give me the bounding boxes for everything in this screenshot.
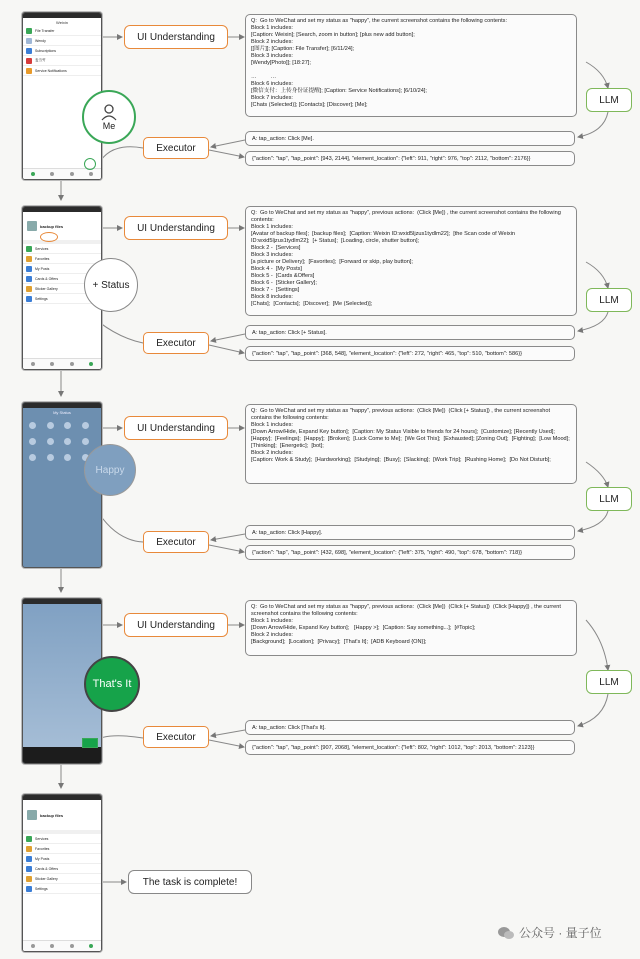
profile-name: backup files bbox=[40, 223, 64, 229]
answer-box: A: tap_action: Click [Happy]. bbox=[245, 525, 575, 540]
chat-row: Wendy bbox=[23, 36, 101, 46]
status-option bbox=[29, 422, 36, 429]
zoom-me-callout bbox=[82, 90, 136, 144]
chat-row: Service Notifications bbox=[23, 66, 101, 76]
person-icon bbox=[100, 103, 118, 121]
wechat-icon bbox=[498, 926, 514, 940]
executor-box: Executor bbox=[143, 726, 209, 748]
query-box: Q: Go to WeChat and set my status as "happy", previous actions: (Click [Me]) (Click [+ Status]) (Click [Happy]) , the current screenshot contains the following contents: Block 1 includes: [Down Arrow/Hide, Expand Key button]; [Happy >]; [Caption: Say something...]; [#Topic]; Block 2 includes: [Background]; [Location]; [Privacy]; [That's It]; [ADB Keyboard {ON}]; bbox=[245, 600, 577, 656]
zoom-happy-label: Happy bbox=[95, 464, 125, 476]
status-option bbox=[64, 438, 71, 445]
executor-box: Executor bbox=[143, 137, 209, 159]
menu-row: Sticker Gallery bbox=[23, 284, 101, 294]
zoom-status-callout bbox=[84, 258, 138, 312]
phone-title: My Status bbox=[53, 409, 71, 415]
status-option bbox=[82, 438, 89, 445]
executor-box: Executor bbox=[143, 332, 209, 354]
menu-row: Cards & Offers bbox=[23, 864, 101, 874]
query-box: Q: Go to WeChat and set my status as "happy", previous actions: (Click [Me]) (Click [+ Status]) , the current screenshot contains the following contents: Block 1 includes: [Down Arrow/Hide, Expand Key button]; [Caption: My Status Visible to friends for 24 hours]; [Customize]; [Recently Used]; [Happy]; [Feelings]; [Happy]; [Broken]; [Luck Come to Me]; [We Got This]; [Exhausted]; [Zoning Out]; [Fighting]; [Low Mood]; [Thinking]; [Energetic]; [bot]; Block 2 includes: [Caption: Work & Study]; [Hardworking]; [Studying]; [Busy]; [Slacking]; [Work Trip]; [Rushing Home]; [Do Not Disturb]; bbox=[245, 404, 577, 484]
tap-target-me bbox=[84, 158, 96, 170]
action-json-box: {"action": "tap", "tap_point": [907, 2068], "element_location": {"left": 802, "right": 1012, "top": 2013, "bottom": 2123}} bbox=[245, 740, 575, 755]
action-json-box: {"action": "tap", "tap_point": [432, 698], "element_location": {"left": 375, "right": 490, "top": 678, "bottom": 718}} bbox=[245, 545, 575, 560]
status-option bbox=[47, 438, 54, 445]
query-box: Q: Go to WeChat and set my status as "happy", the current screenshot contains the following contents: Block 1 includes: [Caption: Weixin]; [Search, zoom in button]; [plus new add button]; Block 2 includes: [[图片]]; [Caption: File Transfer]; [6/11/24]; Block 3 includes: [Wendy[Photo]]; [18:27]; … … Block 6 includes: [微信支付：上传身份证提醒]; [Caption: Service Notifications]; [6/10/24]; Block 7 includes: [Chats (Selected)]; [Contacts]; [Discover]; [Me]; bbox=[245, 14, 577, 117]
status-option bbox=[47, 422, 54, 429]
zoom-happy-callout bbox=[84, 444, 136, 496]
status-option bbox=[64, 454, 71, 461]
profile-name: backup files bbox=[40, 812, 64, 818]
bottom-nav bbox=[23, 940, 101, 951]
menu-row: Settings bbox=[23, 294, 101, 304]
llm-box: LLM bbox=[586, 670, 632, 694]
chat-row: Subscriptions bbox=[23, 46, 101, 56]
ui-understanding-box: UI Understanding bbox=[124, 613, 228, 637]
chat-row: 麦当劳 bbox=[23, 56, 101, 66]
status-option bbox=[29, 454, 36, 461]
menu-row: My Posts bbox=[23, 264, 101, 274]
zoom-thats-it-label: That's It bbox=[92, 678, 132, 690]
llm-box: LLM bbox=[586, 88, 632, 112]
menu-row: Services bbox=[23, 834, 101, 844]
menu-row: Sticker Gallery bbox=[23, 874, 101, 884]
zoom-me-label: Me bbox=[102, 121, 116, 131]
status-option bbox=[29, 438, 36, 445]
action-json-box: {"action": "tap", "tap_point": [368, 548], "element_location": {"left": 272, "right": 465, "top": 510, "bottom": 586}} bbox=[245, 346, 575, 361]
query-box: Q: Go to WeChat and set my status as "happy", previous actions: (Click [Me]) , the current screenshot contains the following contents: Block 1 includes: [Avatar of backup files]; [backup files]; [Caption: Weixin ID:wxid5ljzus1tydlm22]; [the Scan code of Weixin ID:wxid5ljzus1tydlm22]; [+ Status]; [Loading, circle, shutter button]; Block 2 - [Services] Block 3 includes: [a picture or Delivery]; [Favorites]; [Forward or skip, play button]; Block 4 - [My Posts] Block 5 - [Cards &Offers] Block 6 - [Sticker Gallery]; Block 7 - [Settings] Block 8 includes: [Chats]; [Contacts]; [Discover]; [Me (Selected)]; bbox=[245, 206, 577, 316]
menu-row: My Posts bbox=[23, 854, 101, 864]
ui-understanding-box: UI Understanding bbox=[124, 216, 228, 240]
answer-box: A: tap_action: Click [+ Status]. bbox=[245, 325, 575, 340]
phone-title: Weixin bbox=[56, 19, 68, 25]
ui-understanding-box: UI Understanding bbox=[124, 25, 228, 49]
answer-box: A: tap_action: Click [That's It]. bbox=[245, 720, 575, 735]
status-option bbox=[82, 422, 89, 429]
status-option bbox=[64, 422, 71, 429]
executor-box: Executor bbox=[143, 531, 209, 553]
task-complete-box: The task is complete! bbox=[128, 870, 252, 894]
menu-row: Cards & Offers bbox=[23, 274, 101, 284]
llm-box: LLM bbox=[586, 487, 632, 511]
answer-box: A: tap_action: Click [Me]. bbox=[245, 131, 575, 146]
menu-row: Favorites bbox=[23, 254, 101, 264]
menu-row: Settings bbox=[23, 884, 101, 894]
tap-target-status bbox=[40, 232, 58, 242]
zoom-status-label: + Status bbox=[92, 279, 130, 291]
bottom-nav bbox=[23, 358, 101, 369]
chat-row: File Transfer bbox=[23, 26, 101, 36]
ui-understanding-box: UI Understanding bbox=[124, 416, 228, 440]
status-option bbox=[47, 454, 54, 461]
action-json-box: {"action": "tap", "tap_point": [943, 2144], "element_location": {"left": 911, "right": 976, "top": 2112, "bottom": 2176}} bbox=[245, 151, 575, 166]
watermark-text: 公众号 · 量子位 bbox=[519, 926, 602, 940]
phone-screenshot-5 bbox=[22, 794, 102, 952]
watermark bbox=[498, 924, 602, 941]
llm-box: LLM bbox=[586, 288, 632, 312]
tap-target-thats-it bbox=[82, 738, 98, 748]
zoom-thats-it-callout bbox=[84, 656, 140, 712]
menu-row: Services bbox=[23, 244, 101, 254]
menu-row: Favorites bbox=[23, 844, 101, 854]
